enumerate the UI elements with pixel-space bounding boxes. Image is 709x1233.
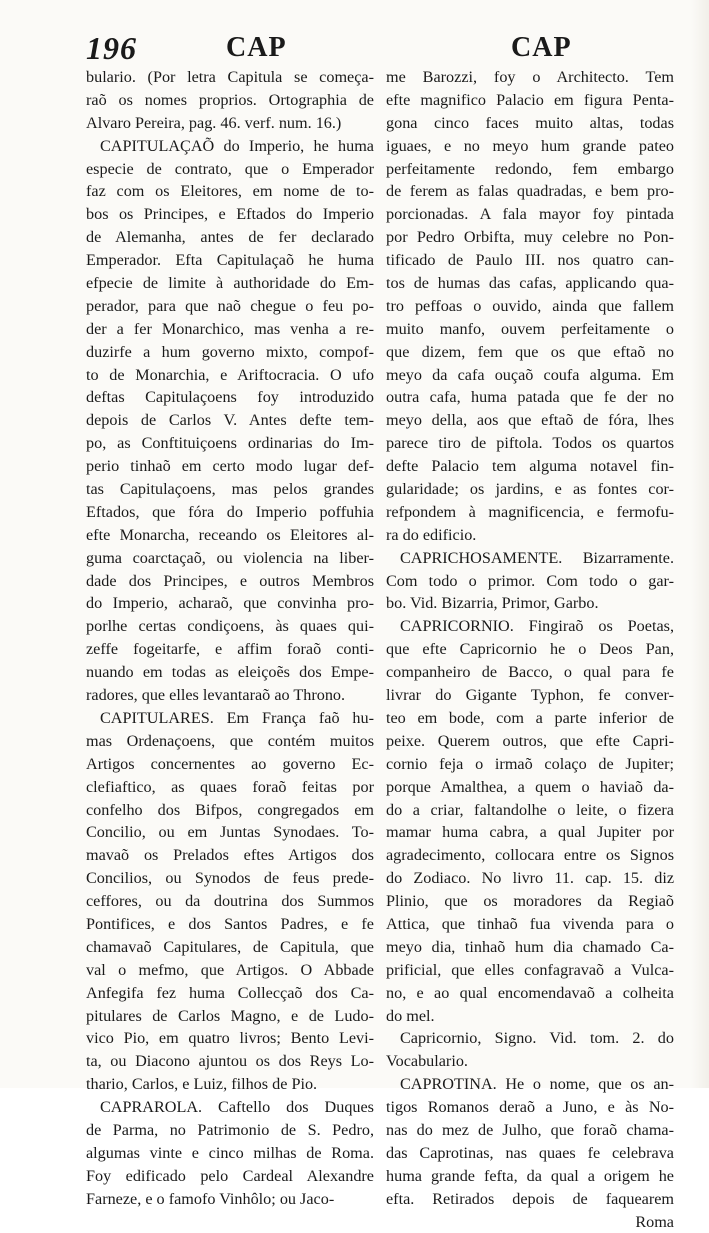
- text-line: val o mefmo, que Artigos. O Abbade: [86, 960, 374, 979]
- running-head-right: CAP: [511, 32, 572, 63]
- text-line: perfeitamente redondo, fem embargo: [386, 159, 674, 178]
- text-line: cornio feja o irmaõ colaço de Jupiter;: [386, 754, 674, 773]
- text-line: CAPRICHOSAMENTE. Bizarramente.: [400, 548, 674, 567]
- text-line: gularidade; os jardins, e as fontes cor-: [386, 480, 674, 499]
- text-line: efta. Retirados depois de faquearem: [386, 1189, 674, 1208]
- text-line: ceffores, ou da doutrina dos Summos: [86, 892, 374, 911]
- text-line: CAPRAROLA. Caftello dos Duques: [100, 1098, 374, 1117]
- text-line: CAPROTINA. He o nome, que os an-: [400, 1075, 674, 1094]
- right-column: [386, 66, 674, 1233]
- text-line: raõ os nomes proprios. Ortographia de: [86, 90, 374, 109]
- text-line: prificial, que elles confagravaõ a Vulca-: [386, 960, 674, 979]
- text-line: que efte Capricornio he o Deos Pan,: [386, 640, 674, 659]
- text-line: huma grande fefta, da qual a origem he: [386, 1166, 674, 1185]
- left-column: [86, 66, 374, 1211]
- text-line: Foy edificado pelo Cardeal Alexandre: [86, 1166, 374, 1185]
- text-line: do Zodiaco. No livro 11. cap. 15. diz: [386, 869, 674, 888]
- text-line: deftas Capitulaçoens foy introduzido: [86, 388, 374, 407]
- text-line: companheiro de Bacco, o qual para fe: [386, 663, 674, 682]
- text-line: faz com os Eleitores, em nome de to-: [86, 182, 374, 201]
- text-line: livrar do Gigante Typhon, fe conver-: [386, 686, 674, 705]
- text-line: do mel.: [386, 1006, 435, 1025]
- page-header: [86, 30, 666, 70]
- text-line: de Parma, no Patrimonio de S. Pedro,: [86, 1120, 374, 1139]
- text-line: Concilio, ou em Juntas Synodaes. To-: [86, 823, 374, 842]
- text-line: especie de contrato, que o Emperador: [86, 159, 374, 178]
- text-line: tro peffoas o ouvido, ainda que fallem: [386, 296, 674, 315]
- text-line: meyo della, aos que eftaõ de fóra, lhes: [386, 411, 674, 430]
- text-line: pitulares de Carlos Magno, e de Ludo-: [86, 1006, 374, 1025]
- text-line: Attica, que tinhaõ fua vivenda para o: [386, 914, 674, 933]
- text-line: do a criar, faltandolhe o leite, o fizera: [386, 800, 674, 819]
- text-line: mavaõ os Prelados eftes Artigos dos: [86, 846, 374, 865]
- text-line: CAPITULAÇAÕ do Imperio, he huma: [100, 136, 374, 155]
- running-head-left: CAP: [226, 32, 287, 63]
- text-line: perio tinhaõ em certo modo lugar def-: [86, 457, 374, 476]
- text-line: depois de Carlos V. Antes defte tem-: [86, 411, 374, 430]
- text-line: vico Pio, em quatro livros; Bento Levi-: [86, 1029, 374, 1048]
- text-line: thario, Carlos, e Luiz, filhos de Pio.: [86, 1075, 318, 1094]
- text-line: CAPITULARES. Em França faõ hu-: [100, 708, 374, 727]
- text-line: outra cafa, huma patada que fe der no: [386, 388, 674, 407]
- text-line: duzirfe a hum governo mixto, compof-: [86, 342, 374, 361]
- text-line: no, e ao qual encomendavaõ a colheita: [386, 983, 674, 1002]
- text-line: tos de humas das cafas, applicando qua-: [386, 274, 674, 293]
- text-line: Com todo o primor. Com todo o gar-: [386, 571, 674, 590]
- text-line: Farneze, e o famofo Vinhôlo; ou Jaco-: [86, 1189, 335, 1208]
- text-line: Roma: [635, 1212, 674, 1231]
- text-line: gona cinco faces muito altas, todas: [386, 113, 674, 132]
- text-line: Alvaro Pereira, pag. 46. verf. num. 16.): [86, 113, 342, 132]
- text-line: refpondem à magnificencia, e fermofu-: [386, 502, 674, 521]
- text-line: confelho dos Bifpos, congregados em: [86, 800, 374, 819]
- text-line: nas do mez de Julho, que foraõ chama-: [386, 1120, 674, 1139]
- text-line: agradecimento, collocara entre os Signos: [386, 846, 674, 865]
- text-line: CAPRICORNIO. Fingiraõ os Poetas,: [400, 617, 674, 636]
- text-line: perador, para que naõ chegue o feu po-: [86, 296, 374, 315]
- text-line: to de Monarchia, e Ariftocracia. O ufo: [86, 365, 374, 384]
- text-line: porcionadas. A fala mayor foy pintada: [386, 205, 674, 224]
- text-line: muito manfo, ouvem perfeitamente o: [386, 319, 674, 338]
- text-line: tificado de Paulo III. nos quatro can-: [386, 251, 674, 270]
- text-line: do Imperio, acharaõ, que convinha pro-: [86, 594, 374, 613]
- text-line: algumas vinte e cinco milhas de Roma.: [86, 1143, 374, 1162]
- text-line: peixe. Querem outros, que efte Capri-: [386, 731, 674, 750]
- text-line: meyo dia, tinhaõ hum dia chamado Ca-: [386, 937, 674, 956]
- text-line: das Caprotinas, nas quaes fe celebrava: [386, 1143, 674, 1162]
- text-line: efte Monarcha, receando os Eleitores al-: [86, 525, 374, 544]
- text-line: mamar huma cabra, a qual Jupiter por: [386, 823, 674, 842]
- text-line: defte Palacio tem alguma notavel fin-: [386, 457, 674, 476]
- text-line: dade dos Principes, e outros Membros: [86, 571, 374, 590]
- text-line: de ferem as falas quadradas, e bem pro-: [386, 182, 674, 201]
- text-line: der a fer Monarchico, mas venha a re-: [86, 319, 374, 338]
- text-line: Pontifices, e dos Santos Padres, e fe: [86, 914, 374, 933]
- text-line: tas Capitulaçoens, mas pelos grandes: [86, 480, 374, 499]
- text-line: porque Amalthea, a quem o haviaõ da-: [386, 777, 674, 796]
- text-line: bulario. (Por letra Capitula se começa-: [86, 68, 374, 86]
- text-line: Anfegifa fez huma Collecçaõ dos Ca-: [86, 983, 374, 1002]
- text-line: me Barozzi, foy o Architecto. Tem: [386, 68, 674, 86]
- text-line: nuando em todas as eleiçoẽs dos Empe-: [86, 663, 374, 682]
- text-line: iguaes, e no meyo hum grande pateo: [386, 136, 674, 155]
- text-line: Artigos concernentes ao governo Ec-: [86, 754, 374, 773]
- text-line: chamavaõ Capitulares, de Capitula, que: [86, 937, 374, 956]
- text-line: efpecie de limite à authoridade do Em-: [86, 274, 374, 293]
- text-line: Vocabulario.: [386, 1052, 468, 1071]
- text-line: parece tiro de piftola. Todos os quartos: [386, 434, 674, 453]
- text-line: radores, que elles levantaraõ ao Throno.: [86, 686, 346, 705]
- text-line: zeffe fogeitarfe, e affim foraõ conti-: [86, 640, 374, 659]
- text-line: mas Ordenaçoens, que contém muitos: [86, 731, 374, 750]
- text-line: meyo da cafa ouçaõ coufa alguma. Em: [386, 365, 674, 384]
- text-line: ta, ou Diacono ajuntou os dos Reys Lo-: [86, 1052, 374, 1071]
- text-line: que dizem, fem que os que eftaõ no: [386, 342, 674, 361]
- text-line: Eftados, que fóra do Imperio poffuhia: [86, 502, 374, 521]
- text-line: po, as Conftituiçoens ordinarias do Im-: [86, 434, 374, 453]
- text-line: guma coarctaçaõ, ou violencia na liber-: [86, 548, 374, 567]
- text-line: efte magnifico Palacio em figura Penta-: [386, 90, 674, 109]
- text-columns: [86, 66, 676, 1231]
- text-line: bo. Vid. Bizarria, Primor, Garbo.: [386, 594, 599, 613]
- text-line: de Alemanha, antes de fer declarado: [86, 228, 374, 247]
- text-line: Plinio, que os moradores da Regiaõ: [386, 892, 674, 911]
- text-line: Concilios, ou Synodos de feus prede-: [86, 869, 374, 888]
- page-edge-shadow: [691, 0, 709, 1088]
- page-number: 196: [86, 30, 137, 66]
- text-line: Capricornio, Signo. Vid. tom. 2. do: [400, 1029, 674, 1048]
- text-line: clefiaftico, as quaes foraõ feitas por: [86, 777, 374, 796]
- text-line: ra do edificio.: [386, 525, 477, 544]
- text-line: porlhe certas condiçoens, às quaes qui-: [86, 617, 374, 636]
- text-line: Emperador. Efta Capitulaçaõ he huma: [86, 251, 374, 270]
- text-line: teo em bode, com a parte inferior de: [386, 708, 674, 727]
- text-line: bos os Principes, e Eftados do Imperio: [86, 205, 374, 224]
- text-line: por Pedro Orbifta, muy celebre no Pon-: [386, 228, 674, 247]
- text-line: tigos Romanos deraõ a Juno, e às No-: [386, 1098, 674, 1117]
